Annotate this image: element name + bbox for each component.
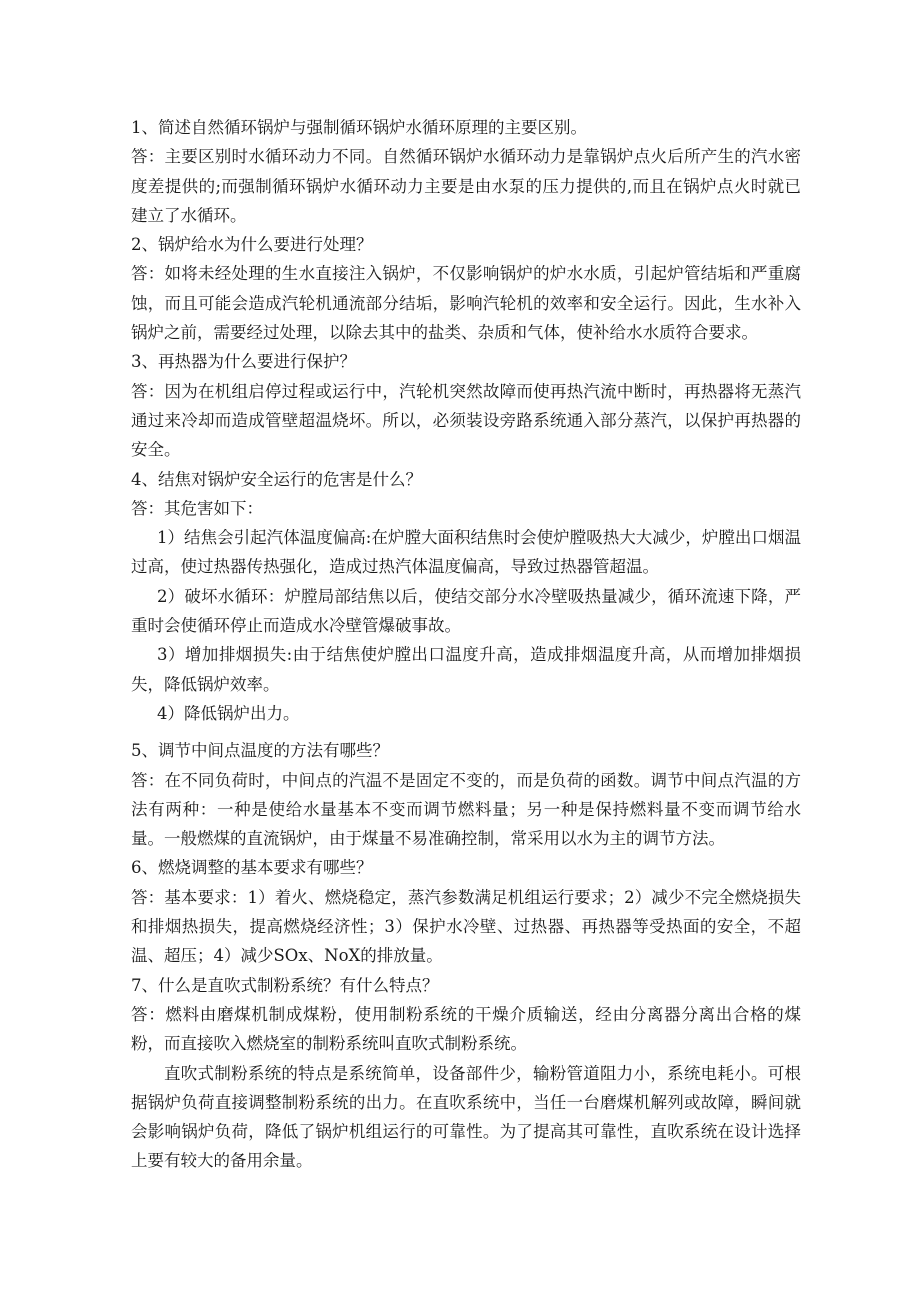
- answer-1: 答：主要区别时水循环动力不同。自然循环锅炉水循环动力是靠锅炉点火后所产生的汽水密度差提供的;而强制循环锅炉水循环动力主要是由水泵的压力提供的,而且在锅炉点火时就已建立了水循环。: [131, 147, 801, 225]
- answer-3: 答：因为在机组启停过程或运行中，汽轮机突然故障而使再热汽流中断时，再热器将无蒸汽通过来冷却而造成管壁超温烧坏。所以，必须装设旁路系统通入部分蒸汽，以保护再热器的安全。: [131, 381, 801, 460]
- answer-4-item-4: 4）降低锅炉出力。: [157, 703, 300, 723]
- answer-6: 答：基本要求：1）着火、燃烧稳定，蒸汽参数满足机组运行要求；2）减少不完全燃烧损失和排烟热损失，提高燃烧经济性；3）保护水冷壁、过热器、再热器等受热面的安全，不超温、超压；4）减少SOx、NoX的排放量。: [131, 887, 801, 966]
- answer-7: 答：燃料由磨煤机制成煤粉，使用制粉系统的干燥介质输送，经由分离器分离出合格的煤粉，而直接吹入燃烧室的制粉系统叫直吹式制粉系统。: [131, 1004, 801, 1054]
- answer-4-item-3: 3）增加排烟损失:由于结焦使炉膛出口温度升高，造成排烟温度升高，从而增加排烟损失，降低锅炉效率。: [131, 645, 801, 694]
- answer-7-features: 直吹式制粉系统的特点是系统简单，设备部件少，输粉管道阻力小，系统电耗小。可根据锅炉负荷直接调整制粉系统的出力。在直吹系统中，当任一台磨煤机解列或故障，瞬间就会影响锅炉负荷，降低了锅炉机组运行的可靠性。为了提高其可靠性，直吹系统在设计选择上要有较大的备用余量。: [131, 1063, 801, 1171]
- answer-4: 答：其危害如下：: [131, 498, 263, 518]
- question-4: 4、结焦对锅炉安全运行的危害是什么？: [131, 469, 422, 489]
- answer-5: 答：在不同负荷时，中间点的汽温不是固定不变的，而是负荷的函数。调节中间点汽温的方法有两种：一种是使给水量基本不变而调节燃料量；另一种是保持燃料量不变而调节给水量。一般燃煤的直流锅炉，由于煤量不易准确控制，常采用以水为主的调节方法。: [131, 770, 801, 849]
- question-7: 7、什么是直吹式制粉系统？有什么特点？: [131, 975, 439, 995]
- section-gap: [131, 728, 801, 736]
- question-3: 3、再热器为什么要进行保护？: [131, 352, 356, 372]
- question-5: 5、调节中间点温度的方法有哪些？: [131, 741, 389, 761]
- question-1: 1、简述自然循环锅炉与强制循环锅炉水循环原理的主要区别。: [131, 118, 587, 137]
- question-2: 2、锅炉给水为什么要进行处理？: [131, 235, 373, 255]
- answer-4-item-2: 2）破坏水循环：炉膛局部结焦以后，使结交部分水冷壁吸热量减少，循环流速下降，严重时会使循环停止而造成水冷壁管爆破事故。: [131, 586, 801, 636]
- document-body: [131, 113, 801, 1176]
- question-6: 6、燃烧调整的基本要求有哪些？: [131, 858, 373, 878]
- answer-4-item-1: 1）结焦会引起汽体温度偏高:在炉膛大面积结焦时会使炉膛吸热大大减少，炉膛出口烟温过高，使过热器传热强化，造成过热汽体温度偏高，导致过热器管超温。: [131, 528, 801, 577]
- answer-2: 答：如将未经处理的生水直接注入锅炉，不仅影响锅炉的炉水水质，引起炉管结垢和严重腐蚀，而且可能会造成汽轮机通流部分结垢，影响汽轮机的效率和安全运行。因此，生水补入锅炉之前，需要经过处理，以除去其中的盐类、杂质和气体，使补给水水质符合要求。: [131, 264, 801, 343]
